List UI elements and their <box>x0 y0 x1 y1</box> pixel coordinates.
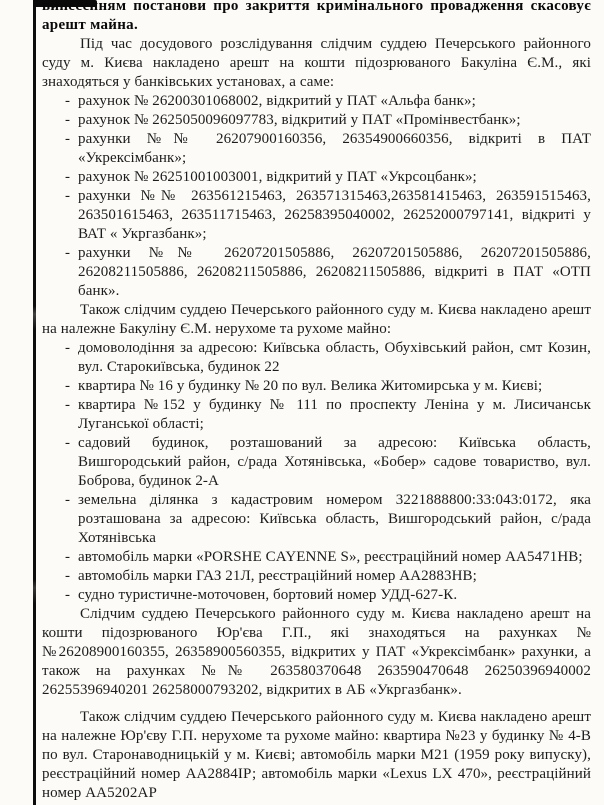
list-item: - домоволодіння за адресою: Київська область, Обухівський район, смт Козин, вул. Старокиївська, будинок 22 <box>78 339 591 377</box>
list-item: - земельна ділянка з кадастровим номером 3221888800:33:043:0172, яка розташована за адресою: Київська область, Вишгородський район, с/рада Хотянівська <box>78 491 591 548</box>
list-item: - автомобіль марки «PORSHE CAYENNE S», реєстраційний номер АА5471НВ; <box>78 548 591 567</box>
paragraph-bakulin-property: Також слідчим суддею Печерського районного суду м. Києва накладено арешт на належне Бакуліну Є.М. нерухоме та рухоме майно: <box>42 302 591 337</box>
list-item: - садовий будинок, розташований за адресою: Київська область, Вишгородський район, с/рада Хотянівська, «Бобер» садове товариство, вул. Боброва, будинок 2-А <box>78 434 591 491</box>
paragraph-yuriev-property: Також слідчим суддею Печерського районного суду м. Києва накладено арешт на належне Юр'єву Г.П. нерухоме та рухоме майно: квартира №23 у будинку № 4-В по вул. Старонаводницькій у м. Києві; автомобіль марки М21 (1959 року випуску), реєстраційний номер АА2884ІР; автомобіль марки «Lexus LX 470», реєстраційний номер АА5202АР <box>42 709 591 801</box>
scan-artifact-vertical-line <box>33 0 36 805</box>
bakulin-property-list <box>42 339 591 605</box>
list-item: - рахунки №№ 26207201505886, 26207201505886, 26207201505886, 26208211505886, 26208211505886, 26208211505886, відкриті в ПАТ «ОТП банк». <box>78 244 591 301</box>
list-item: - судно туристичне-моточовен, бортовий номер УДД-627-К. <box>78 586 591 605</box>
paragraph-yuriev-funds: Слідчим суддею Печерського районного суду м. Києва накладено арешт на кошти підозрюваного Юр'єва Г.П., які знаходяться на рахунках №№26208900160355, 26358900560355, відкритих у ПАТ «Укрексімбанк» рахунки, а також на рахунках №№ 263580370648 263590470648 26250396940002 26255396940201 26258000793202, відкритих в АБ «Укргазбанк». <box>42 606 591 698</box>
list-item: - рахунок № 26251001003001, відкритий у ПАТ «Укрсоцбанк»; <box>78 168 591 187</box>
list-item: - квартира № 16 у будинку № 20 по вул. Велика Житомирська у м. Києві; <box>78 377 591 396</box>
list-item: - рахунок № 2625050096097783, відкритий у ПАТ «Промінвестбанк»; <box>78 111 591 130</box>
list-item: - автомобіль марки ГАЗ 21Л, реєстраційний номер АА2883НВ; <box>78 567 591 586</box>
list-item: - рахунки №№ 26207900160356, 26354900660356, відкриті в ПАТ «Укрексімбанк»; <box>78 130 591 168</box>
list-item: - рахунок № 26200301068002, відкритий у ПАТ «Альфа банк»; <box>78 92 591 111</box>
document-text-block <box>42 0 591 803</box>
paragraph-continuation-fragment: винесенням постанови про закриття кримінального провадження скасовує арешт майна. <box>42 0 591 33</box>
bakulin-bank-accounts-list <box>42 92 591 301</box>
list-item: - рахунки №№ 263561215463, 263571315463,263581415463, 263591515463, 263501615463, 263511715463, 26258395040002, 26252000797141, відкриті у ВАТ « Укргазбанк»; <box>78 187 591 244</box>
paragraph-bakulin-funds: Під час досудового розслідування слідчим суддею Печерського районного суду м. Києва накладено арешт на кошти підозрюваного Бакуліна Є.М., які знаходяться у банківських установах, а саме: <box>42 36 591 90</box>
list-item: - квартира №152 у будинку № 111 по проспекту Леніна у м. Лисичанськ Луганської області; <box>78 396 591 434</box>
